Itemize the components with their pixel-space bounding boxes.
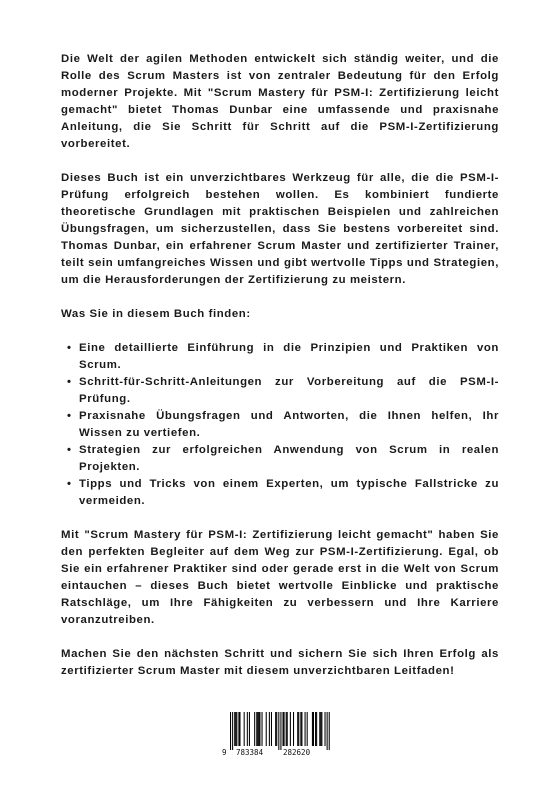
barcode-bar bbox=[254, 712, 255, 746]
barcode-bar bbox=[256, 712, 257, 746]
isbn-left-group: 783384 bbox=[236, 748, 264, 757]
barcode-bar bbox=[232, 712, 233, 750]
barcode-bar bbox=[278, 712, 279, 750]
barcode-bar bbox=[269, 712, 270, 746]
list-item: • Strategien zur erfolgreichen Anwendung von Scrum in realen Projekten. bbox=[61, 442, 499, 476]
barcode-bar bbox=[236, 712, 237, 746]
barcode-bar bbox=[271, 712, 272, 746]
list-item: • Praxisnahe Übungsfragen und Antworten, die Ihnen helfen, Ihr Wissen zu vertiefen. bbox=[61, 408, 499, 442]
barcode-bar bbox=[287, 712, 288, 746]
barcode-bar bbox=[244, 712, 245, 746]
barcode-bar bbox=[247, 712, 248, 746]
barcode-bar bbox=[286, 712, 287, 746]
barcode-bar bbox=[239, 712, 240, 746]
list-item: • Tipps und Tricks von einem Experten, um typische Fallstricke zu vermeiden. bbox=[61, 476, 499, 510]
barcode-bar bbox=[329, 712, 330, 750]
barcode-bar bbox=[257, 712, 258, 746]
intro-paragraph: Die Welt der agilen Methoden entwickelt sich ständig weiter, und die Rolle des Scrum Masters ist von zentraler Bedeutung für den Erfolg moderner Projekte. Mit "Scrum Mastery für PSM-I: Zertifizierung leicht gemacht" bietet Thomas Dunbar eine umfassende und praxisnahe Anleitung, die Sie Schritt für Schritt auf die PSM-I-Zertifizierung vorbereitet. bbox=[61, 53, 499, 150]
barcode-bar bbox=[320, 712, 321, 746]
barcode-bar bbox=[258, 712, 259, 746]
barcode-bar bbox=[262, 712, 263, 746]
barcode-bar bbox=[316, 712, 317, 746]
isbn-first-digit: 9 bbox=[222, 748, 227, 757]
barcode-bar bbox=[297, 712, 298, 746]
barcode-bars bbox=[222, 712, 336, 750]
barcode-bar bbox=[300, 712, 301, 746]
isbn-right-group: 282620 bbox=[283, 748, 311, 757]
barcode-bar bbox=[313, 712, 314, 746]
barcode-bar bbox=[230, 712, 231, 750]
barcode-bar bbox=[321, 712, 322, 746]
barcode-bar bbox=[283, 712, 284, 746]
barcode-bar bbox=[319, 712, 320, 746]
barcode-bar bbox=[266, 712, 267, 746]
list-item: • Schritt-für-Schritt-Anleitungen zur Vorbereitung auf die PSM-I-Prüfung. bbox=[61, 374, 499, 408]
barcode-bar bbox=[249, 712, 250, 746]
barcode-bar bbox=[312, 712, 313, 746]
barcode-bar bbox=[298, 712, 299, 746]
back-cover-text bbox=[61, 51, 499, 680]
barcode-bar bbox=[305, 712, 306, 746]
barcode-bar bbox=[280, 712, 281, 750]
barcode-bar bbox=[234, 712, 235, 746]
barcode-bar bbox=[325, 712, 326, 746]
barcode-bar bbox=[327, 712, 328, 750]
barcode-bar bbox=[315, 712, 316, 746]
barcode-bar bbox=[307, 712, 308, 746]
summary-paragraph: Mit "Scrum Mastery für PSM-I: Zertifizierung leicht gemacht" haben Sie den perfekten Begleiter auf dem Weg zur PSM-I-Zertifizierung. Egal, ob Sie ein erfahrener Praktiker sind oder gerade erst in die Welt von Scrum eintauchen – dieses Buch bietet wertvolle Einblicke und praktische Ratschläge, um Ihre Fähigkeiten zu verbessern und Ihre Karriere voranzutreiben. bbox=[61, 529, 499, 626]
isbn-barcode bbox=[222, 712, 336, 768]
barcode-bar bbox=[293, 712, 294, 746]
description-paragraph: Dieses Buch ist ein unverzichtbares Werkzeug für alle, die die PSM-I-Prüfung erfolgreich bestehen wollen. Es kombiniert fundierte theoretische Grundlagen mit praktischen Beispielen und zahlreichen Übungsfragen, um sicherzustellen, dass Sie bestens vorbereitet sind. Thomas Dunbar, ein erfahrener Scrum Master und zertifizierter Trainer, teilt sein umfangreiches Wissen und gibt wertvolle Tipps und Strategien, um die Herausforderungen der Zertifizierung zu meistern. bbox=[61, 172, 499, 286]
barcode-bar bbox=[301, 712, 302, 746]
closing-paragraph: Machen Sie den nächsten Schritt und sichern Sie sich Ihren Erfolg als zertifizierter Scrum Master mit diesem unverzichtbaren Leitfaden! bbox=[61, 648, 499, 677]
barcode-bar bbox=[259, 712, 260, 746]
barcode-bar bbox=[290, 712, 291, 746]
barcode-bar bbox=[284, 712, 285, 746]
list-item: • Eine detaillierte Einführung in die Prinzipien und Praktiken von Scrum. bbox=[61, 340, 499, 374]
list-heading: Was Sie in diesem Buch finden: bbox=[61, 308, 251, 320]
barcode-bar bbox=[275, 712, 276, 746]
barcode-bar bbox=[276, 712, 277, 746]
barcode-bar bbox=[235, 712, 236, 746]
barcode-bar bbox=[238, 712, 239, 746]
feature-list bbox=[61, 340, 499, 510]
